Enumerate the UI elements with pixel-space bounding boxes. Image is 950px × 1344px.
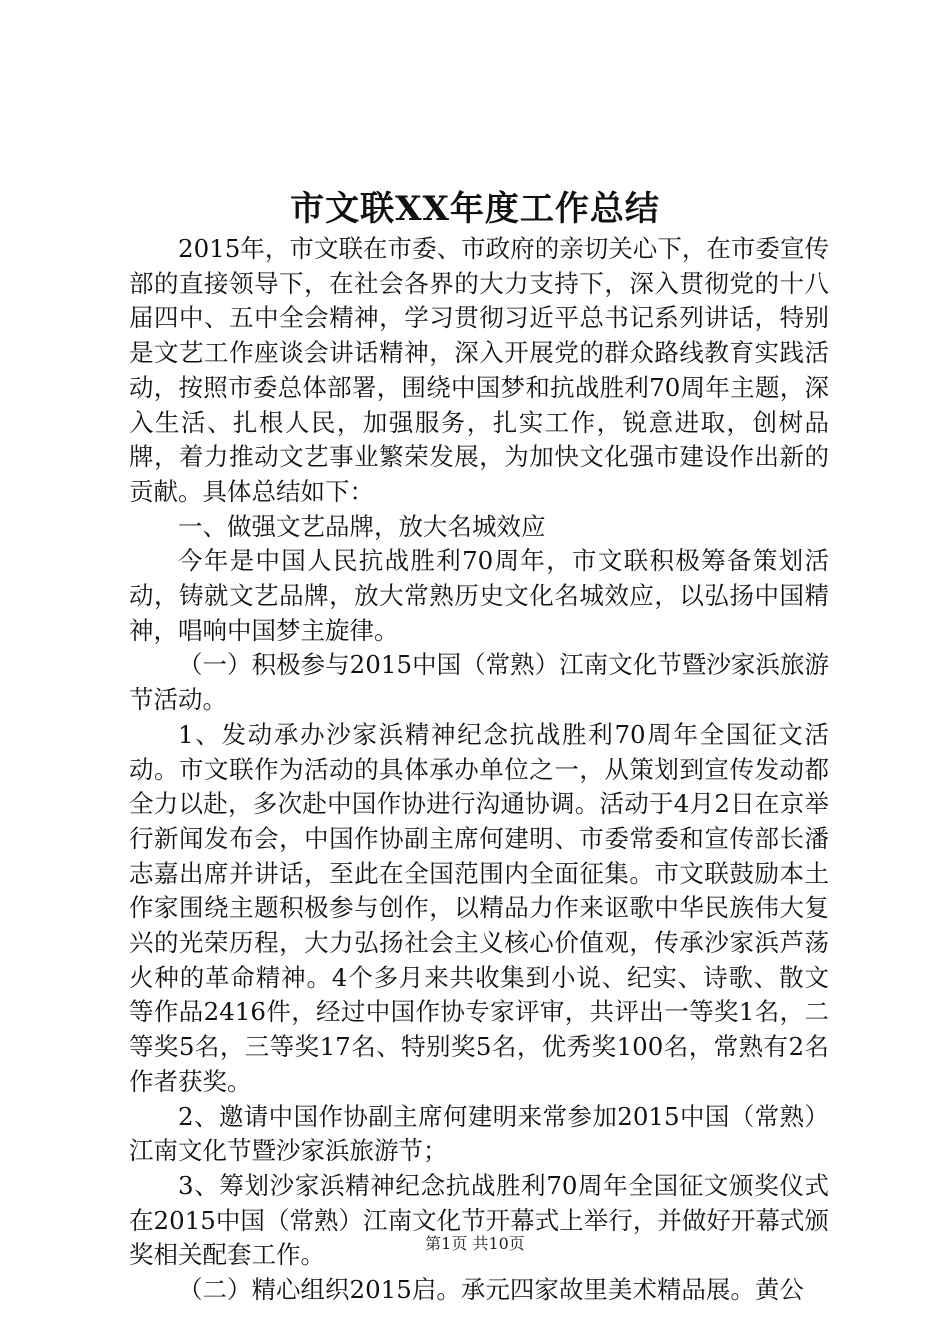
paragraph-section-1-intro: 今年是中国人民抗战胜利70周年，市文联积极筹备策划活动，铸就文艺品牌，放大常熟历史文化名城效应，以弘扬中国精神，唱响中国梦主旋律。 — [129, 546, 829, 645]
paragraph-item-1: 1、发动承办沙家浜精神纪念抗战胜利70周年全国征文活动。市文联作为活动的具体承办单位之一，从策划到宣传发动都全力以赴，多次赴中国作协进行沟通协调。活动于4月2日在京举行新闻发布会，中国作协副主席何建明、市委常委和宣传部长潘志嘉出席并讲话，至此在全国范围内全面征集。市文联鼓励本土作家围绕主题积极参与创作，以精品力作来讴歌中华民族伟大复兴的光荣历程，大力弘扬社会主义核心价值观，传承沙家浜芦荡火种的革命精神。4个多月来共收集到小说、纪实、诗歌、散文等作品2416件，经过中国作协专家评审，共评出一等奖1名，二等奖5名，三等奖17名、特别奖5名，优秀奖100名，常熟有2名作者获奖。 — [129, 719, 829, 1096]
document-title: 市文联XX年度工作总结 — [290, 189, 660, 229]
document-body — [129, 232, 829, 1308]
subsection-heading-2: （二）精心组织2015启。承元四家故里美术精品展。黄公 — [178, 1275, 804, 1305]
paragraph-intro: 2015年，市文联在市委、市政府的亲切关心下，在市委宣传部的直接领导下，在社会各界的大力支持下，深入贯彻党的十八届四中、五中全会精神，学习贯彻习近平总书记系列讲话，特别是文艺工作座谈会讲话精神，深入开展党的群众路线教育实践活动，按照市委总体部署，围绕中国梦和抗战胜利70周年主题，深入生活、扎根人民，加强服务，扎实工作，锐意进取，创树品牌，着力推动文艺事业繁荣发展，为加快文化强市建设作出新的贡献。具体总结如下： — [129, 234, 829, 506]
paragraph-item-2: 2、邀请中国作协副主席何建明来常参加2015中国（常熟）江南文化节暨沙家浜旅游节； — [129, 1101, 829, 1166]
subsection-heading-1: （一）积极参与2015中国（常熟）江南文化节暨沙家浜旅游节活动。 — [129, 650, 829, 715]
page-footer: 第1页 共10页 — [425, 1234, 525, 1253]
paragraph-item-3: 3、筹划沙家浜精神纪念抗战胜利70周年全国征文颁奖仪式在2015中国（常熟）江南文化节开幕式上举行，并做好开幕式颁奖相关配套工作。 — [129, 1170, 829, 1270]
section-heading-1: 一、做强文艺品牌，放大名城效应 — [178, 511, 546, 541]
